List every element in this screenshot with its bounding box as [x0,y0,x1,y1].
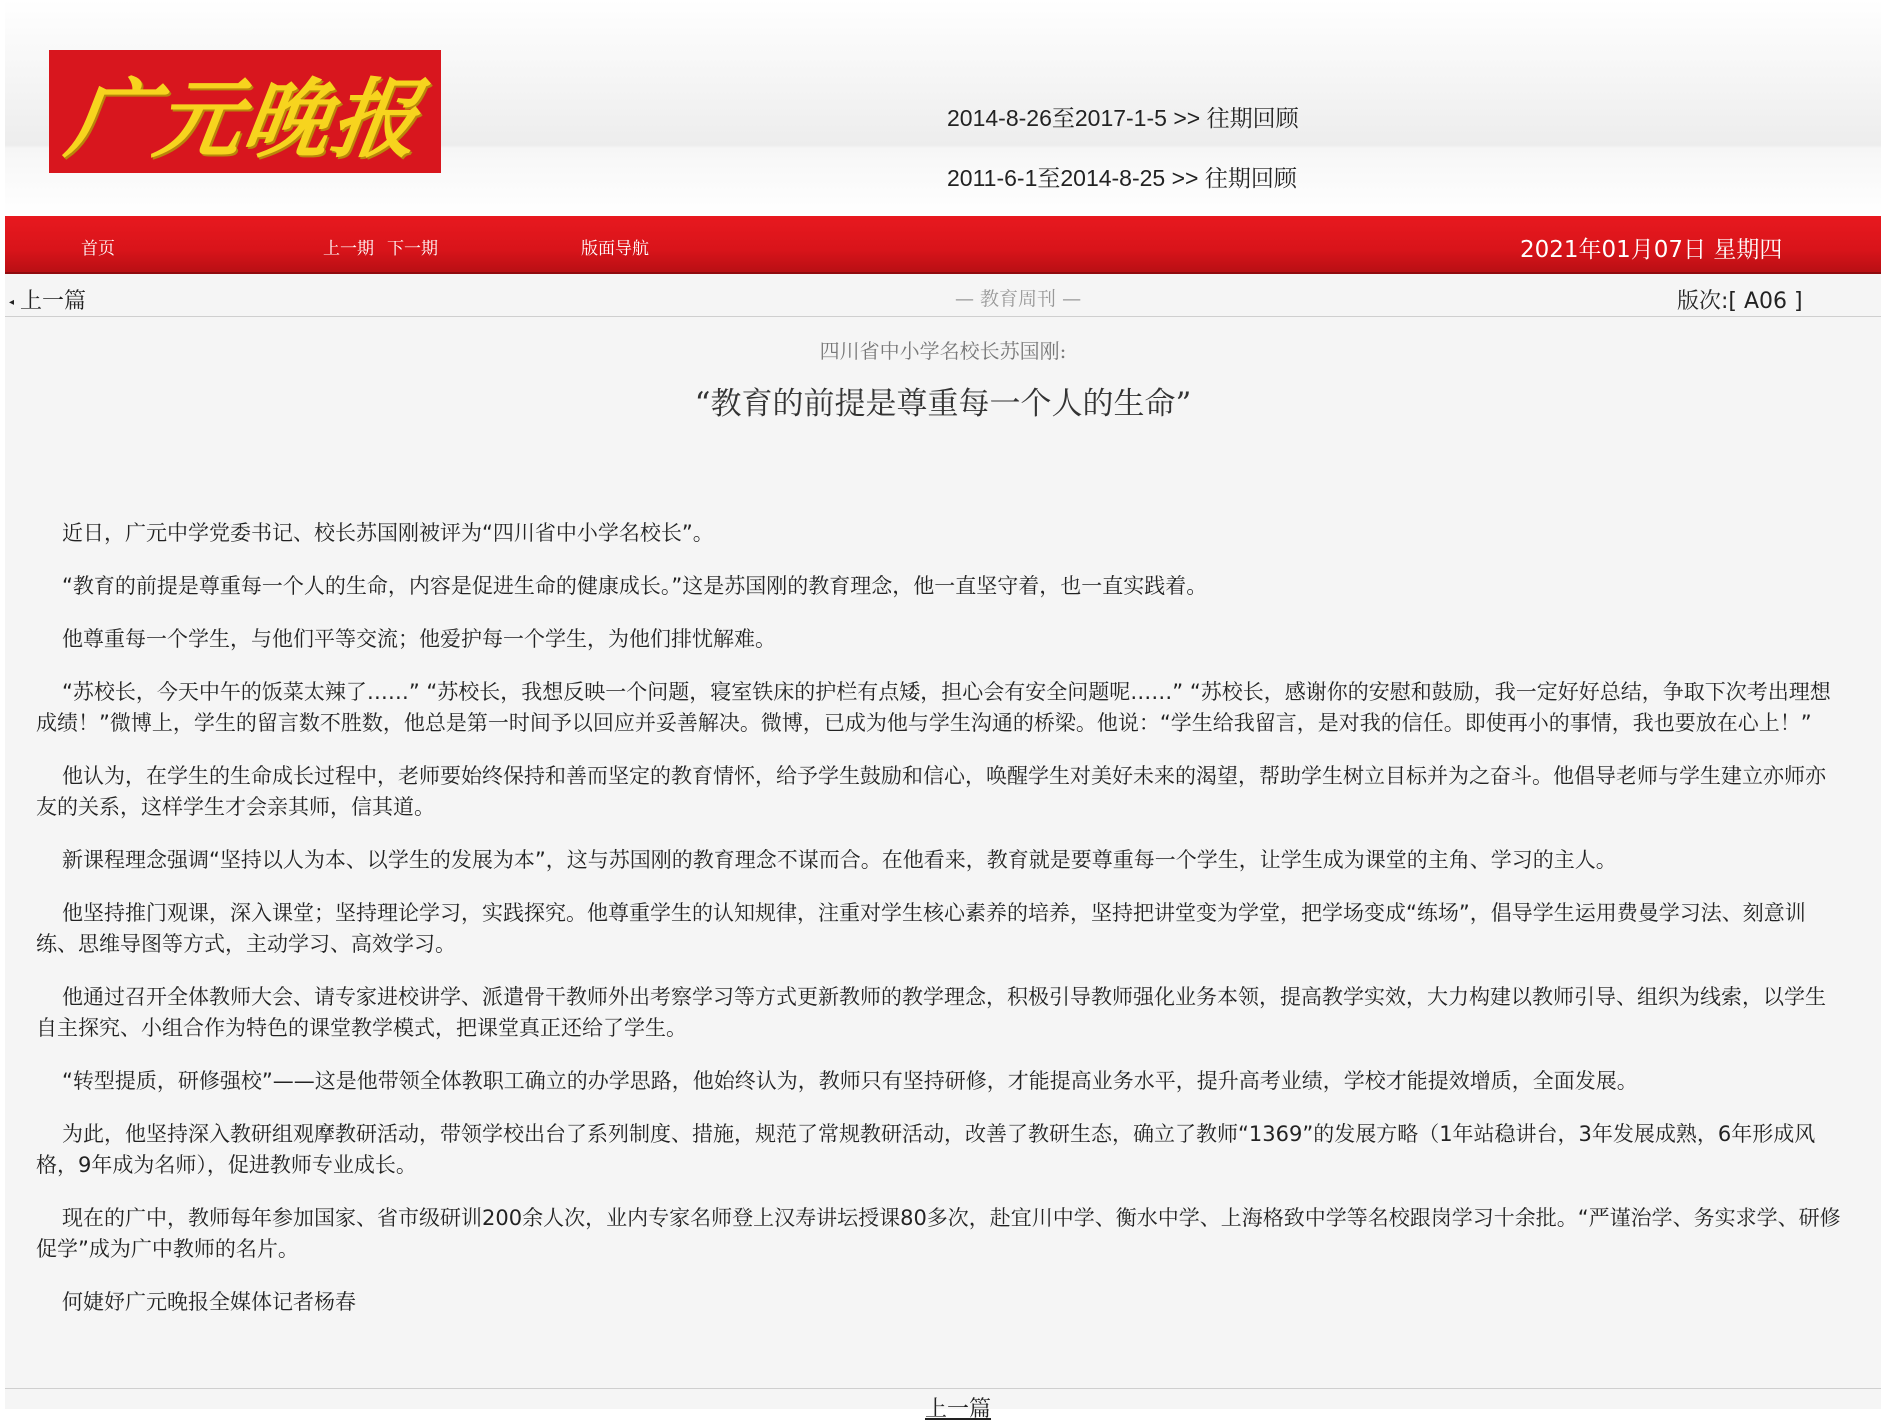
nav-bar [5,216,1881,274]
article-paragraph: 他尊重每一个学生，与他们平等交流；他爱护每一个学生，为他们排忧解难。 [62,627,776,651]
left-arrow-icon: ◂ [9,296,15,308]
article-body [36,518,1842,1340]
nav-next-issue[interactable]: 下一期 [387,239,438,259]
article-byline: 何婕妤广元晚报全媒体记者杨春 [62,1290,356,1314]
article-paragraph: “教育的前提是尊重每一个人的生命，内容是促进生命的健康成长。”这是苏国刚的教育理念，他一直坚守着，也一直实践着。 [62,574,1208,598]
bottom-prev-article-link[interactable]: 上一篇 [925,1397,992,1422]
bottom-divider [5,1388,1881,1389]
article-sub-bar [5,274,1881,317]
archive-review-link-2[interactable]: 往期回顾 [1204,165,1297,191]
archive-range-1: 2014-8-26至2017-1-5 [947,105,1167,131]
article-paragraph: 近日，广元中学党委书记、校长苏国刚被评为“四川省中小学名校长”。 [62,521,714,545]
archive-range-2: 2011-6-1至2014-8-25 [947,165,1166,191]
archive-sep-1: >> [1166,105,1207,131]
article-paragraph: 为此，他坚持深入教研组观摩教研活动，带领学校出台了系列制度、措施，规范了常规教研活动，改善了教研生态，确立了教师“1369”的发展方略（1年站稳讲台，3年发展成熟，6年形成风格，9年成为名师），促进教师专业成长。 [36,1122,1816,1177]
edition-number: 版次:[ A06 ] [1677,289,1803,314]
logo-text: 广元晚报 [60,68,428,170]
newspaper-logo[interactable] [49,50,441,173]
prev-article-link[interactable] [9,284,86,315]
article-paragraph: 他通过召开全体教师大会、请专家进校讲学、派遣骨干教师外出考察学习等方式更新教师的教学理念，积极引导教师强化业务本领，提高教学实效，大力构建以教师引导、组织为线索，以学生自主探究、小组合作为特色的课堂教学模式，把课堂真正还给了学生。 [36,985,1826,1040]
archive-link-1 [947,100,1299,133]
article-title: “教育的前提是尊重每一个人的生命” [694,386,1192,422]
article-paragraph: “转型提质，研修强校”——这是他带领全体教职工确立的办学思路，他始终认为，教师只有坚持研修，才能提高业务水平，提升高考业绩，学校才能提效增质，全面发展。 [62,1069,1638,1093]
header [5,0,1881,216]
section-name: — 教育周刊 — [955,288,1082,310]
archive-sep-2: >> [1165,165,1205,191]
nav-prev-issue[interactable]: 上一期 [323,239,374,259]
page [5,0,1881,1422]
article-paragraph: 他认为，在学生的生命成长过程中，老师要始终保持和善而坚定的教育情怀，给予学生鼓励和信心，唤醒学生对美好未来的渴望，帮助学生树立目标并为之奋斗。他倡导老师与学生建立亦师亦友的关系，这样学生才会亲其师，信其道。 [36,764,1826,819]
article-paragraph: 他坚持推门观课，深入课堂；坚持理论学习，实践探究。他尊重学生的认知规律，注重对学生核心素养的培养，坚持把讲堂变为学堂，把学场变成“练场”，倡导学生运用费曼学习法、刻意训练、思维导图等方式，主动学习、高效学习。 [36,901,1806,956]
archive-link-2 [947,160,1297,193]
article-paragraph: 新课程理念强调“坚持以人为本、以学生的发展为本”，这与苏国刚的教育理念不谋而合。在他看来，教育就是要尊重每一个学生，让学生成为课堂的主角、学习的主人。 [62,848,1617,872]
article-subtitle: 四川省中小学名校长苏国刚: [819,339,1067,363]
article-paragraph: “苏校长，今天中午的饭菜太辣了……” “苏校长，我想反映一个问题，寝室铁床的护栏有点矮，担心会有安全问题呢……” “苏校长，感谢你的安慰和鼓励，我一定好好总结，争取下次考出理想成绩！”微博上，学生的留言数不胜数，他总是第一时间予以回应并妥善解决。微博，已成为他与学生沟通的桥梁。他说：“学生给我留言，是对我的信任。即使再小的事情，我也要放在心上！” [36,680,1831,735]
prev-article-label: 上一篇 [20,289,87,314]
nav-home[interactable]: 首页 [81,239,115,259]
issue-date: 2021年01月07日 星期四 [1520,237,1783,263]
archive-review-link-1[interactable]: 往期回顾 [1206,105,1299,131]
article-paragraph: 现在的广中，教师每年参加国家、省市级研训200余人次，业内专家名师登上汉寿讲坛授课80多次，赴宜川中学、衡水中学、上海格致中学等名校跟岗学习十余批。“严谨治学、务实求学、研修促学”成为广中教师的名片。 [36,1206,1841,1261]
nav-page-navigation[interactable]: 版面导航 [581,239,649,259]
